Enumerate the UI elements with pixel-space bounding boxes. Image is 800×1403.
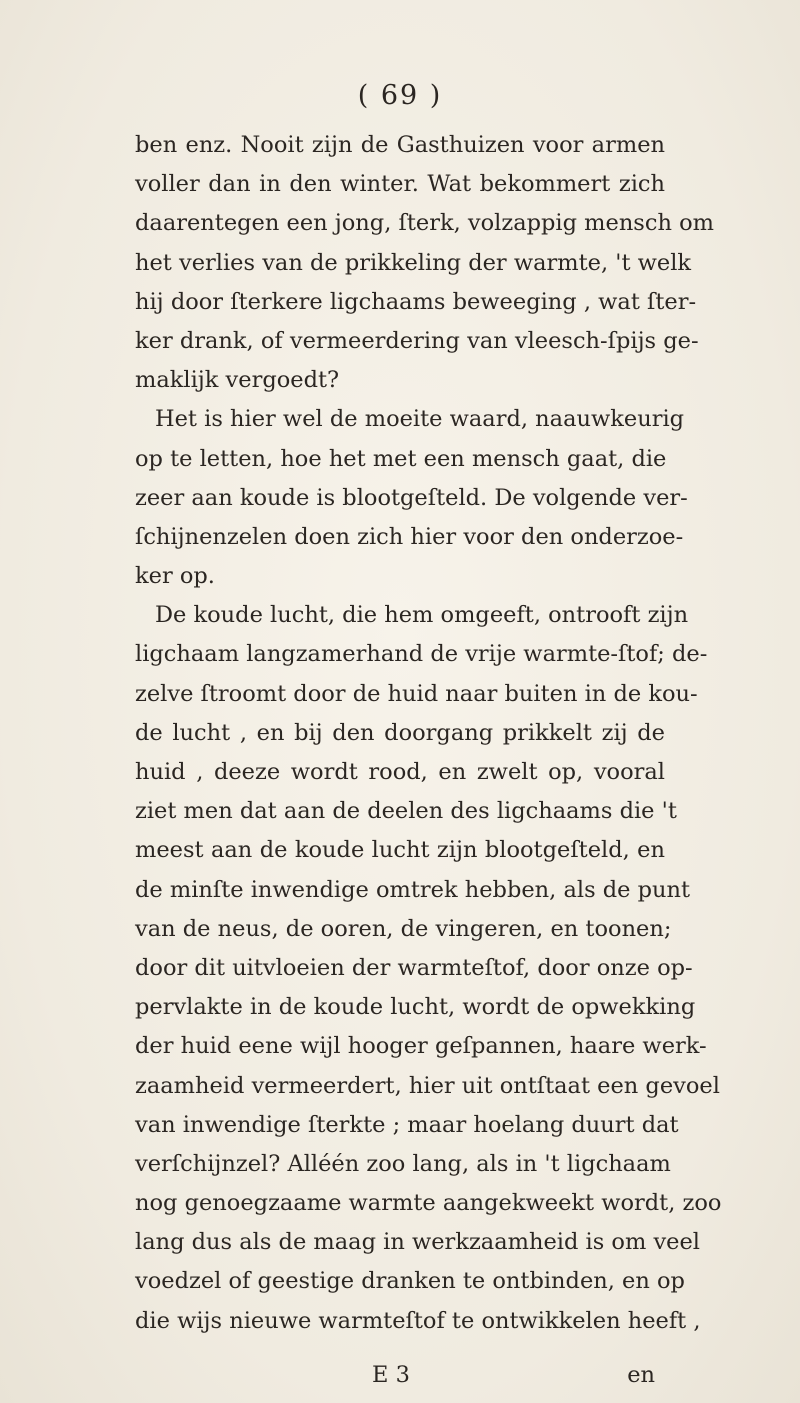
text-line: de minſte inwendige omtrek hebben, als de punt: [135, 876, 691, 903]
text-line: lang dus als de maag in werkzaamheid is om veel: [135, 1229, 700, 1256]
catchword: en: [627, 1362, 655, 1388]
text-line: daarentegen een jong, ſterk, volzappig mensch om: [135, 210, 714, 237]
text-line: hij door ſterkere ligchaams beweeging , wat ſter-: [135, 288, 697, 315]
page-footer: [135, 1362, 665, 1398]
text-line: zelve ſtroomt door de huid naar buiten in de kou-: [135, 680, 698, 707]
text-line: op te letten, hoe het met een mensch gaat, die: [135, 445, 667, 472]
text-line: van de neus, de ooren, de vingeren, en toonen;: [135, 915, 672, 942]
text-line: het verlies van de prikkeling der warmte, 't welk: [135, 249, 692, 276]
text-line: ben enz. Nooit zijn de Gasthuizen voor armen: [135, 132, 665, 158]
text-line: verſchijnzel? Alléén zoo lang, als in 't ligchaam: [135, 1150, 671, 1177]
text-line: ziet men dat aan de deelen des ligchaams die 't: [135, 798, 677, 825]
text-line: Het is hier wel de moeite waard, naauwkeurig: [155, 406, 685, 433]
body-text: [135, 126, 722, 1341]
text-line: die wijs nieuwe warmteſtof te ontwikkelen heeft ,: [135, 1307, 701, 1334]
text-line: voedzel of geestige dranken te ontbinden, en op: [135, 1268, 685, 1295]
text-line: nog genoegzaame warmte aangekweekt wordt, zoo: [135, 1190, 722, 1217]
text-line: ſchijnenzelen doen zich hier voor den onderzoe-: [135, 523, 684, 550]
page-number: ( 69 ): [357, 80, 443, 111]
text-line: zeer aan koude is blootgeſteld. De volgende ver-: [135, 484, 688, 511]
text-line: van inwendige ſterkte ; maar hoelang duurt dat: [135, 1111, 679, 1138]
text-line: ker drank, of vermeerdering van vleesch-ſpijs ge-: [135, 327, 699, 354]
text-line: maklijk vergoedt?: [135, 367, 340, 394]
text-line: ligchaam langzamerhand de vrije warmte-ſtof; de-: [135, 641, 708, 668]
text-line: de lucht , en bij den doorgang prikkelt zij de: [135, 719, 665, 746]
text-line: pervlakte in de koude lucht, wordt de opwekking: [135, 994, 696, 1021]
text-line: meest aan de koude lucht zijn blootgeſteld, en: [135, 837, 665, 864]
text-line: ker op.: [135, 563, 215, 590]
text-line: zaamheid vermeerdert, hier uit ontſtaat een gevoel: [135, 1072, 720, 1099]
text-line: De koude lucht, die hem omgeeft, ontrooft zijn: [155, 602, 689, 629]
text-line: huid , deeze wordt rood, en zwelt op, vooral: [135, 759, 665, 785]
text-line: voller dan in den winter. Wat bekommert zich: [135, 171, 665, 198]
text-line: der huid eene wijl hooger geſpannen, haare werk-: [135, 1033, 707, 1060]
signature-mark: E 3: [372, 1362, 410, 1388]
text-line: door dit uitvloeien der warmteſtof, door onze op-: [135, 954, 693, 981]
